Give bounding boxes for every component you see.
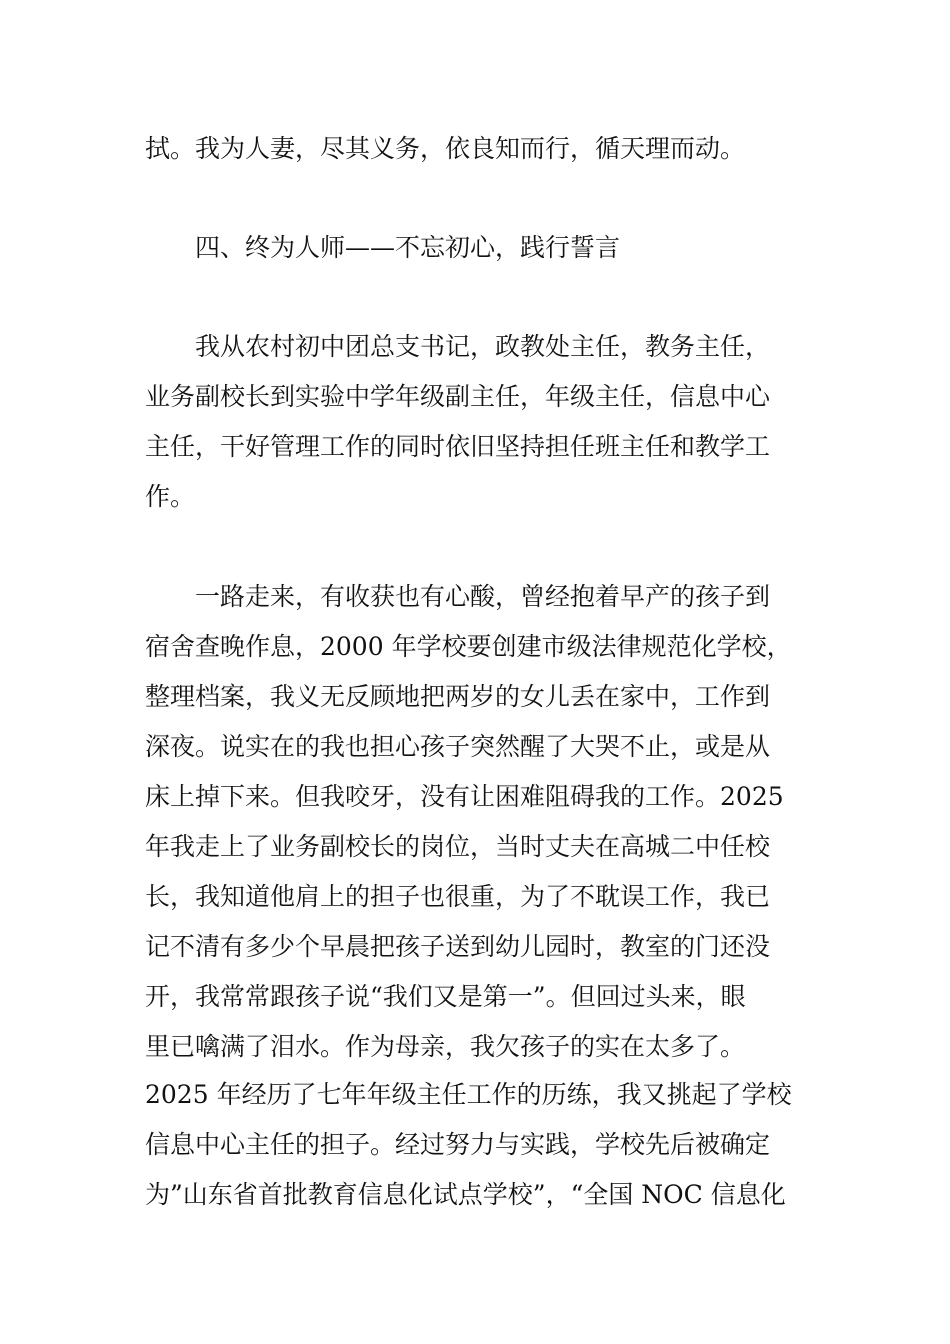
- paragraph-line: 年我走上了业务副校长的岗位，当时丈夫在高城二中任校: [145, 832, 771, 861]
- paragraph-line: 长，我知道他肩上的担子也很重，为了不耽误工作，我已: [145, 882, 771, 911]
- paragraph-line: 业务副校长到实验中学年级副主任，年级主任，信息中心: [145, 382, 771, 411]
- paragraph-line: 深夜。说实在的我也担心孩子突然醒了大哭不止，或是从: [145, 732, 771, 761]
- paragraph-line: 信息中心主任的担子。经过努力与实践，学校先后被确定: [145, 1130, 771, 1159]
- paragraph-line: 里已噙满了泪水。作为母亲，我欠孩子的实在太多了。: [145, 1032, 746, 1061]
- section-heading: 四、终为人师——不忘初心，践行誓言: [195, 233, 621, 262]
- paragraph-line: 记不清有多少个早晨把孩子送到幼儿园时，教室的门还没: [145, 932, 771, 961]
- paragraph-line: 拭。我为人妻，尽其义务，依良知而行，循天理而动。: [145, 134, 746, 163]
- paragraph-line: 主任，干好管理工作的同时依旧坚持担任班主任和教学工: [145, 432, 771, 461]
- paragraph-line: 2025 年经历了七年年级主任工作的历练，我又挑起了学校: [145, 1080, 792, 1109]
- paragraph-line: 床上掉下来。但我咬牙，没有让困难阻碍我的工作。2025: [145, 782, 784, 811]
- paragraph-line: 宿舍查晚作息，2000 年学校要创建市级法律规范化学校，: [145, 632, 792, 661]
- paragraph-line: 整理档案，我义无反顾地把两岁的女儿丢在家中，工作到: [145, 682, 771, 711]
- paragraph-line: 一路走来，有收获也有心酸，曾经抱着早产的孩子到: [195, 582, 771, 611]
- paragraph-line: 作。: [145, 482, 196, 511]
- paragraph-line: 我从农村初中团总支书记，政教处主任，教务主任，: [195, 332, 771, 361]
- paragraph-line: 为”山东省首批教育信息化试点学校”，“全国 NOC 信息化: [145, 1180, 786, 1209]
- paragraph-line: 开，我常常跟孩子说“我们又是第一”。但回过头来，眼: [145, 982, 746, 1011]
